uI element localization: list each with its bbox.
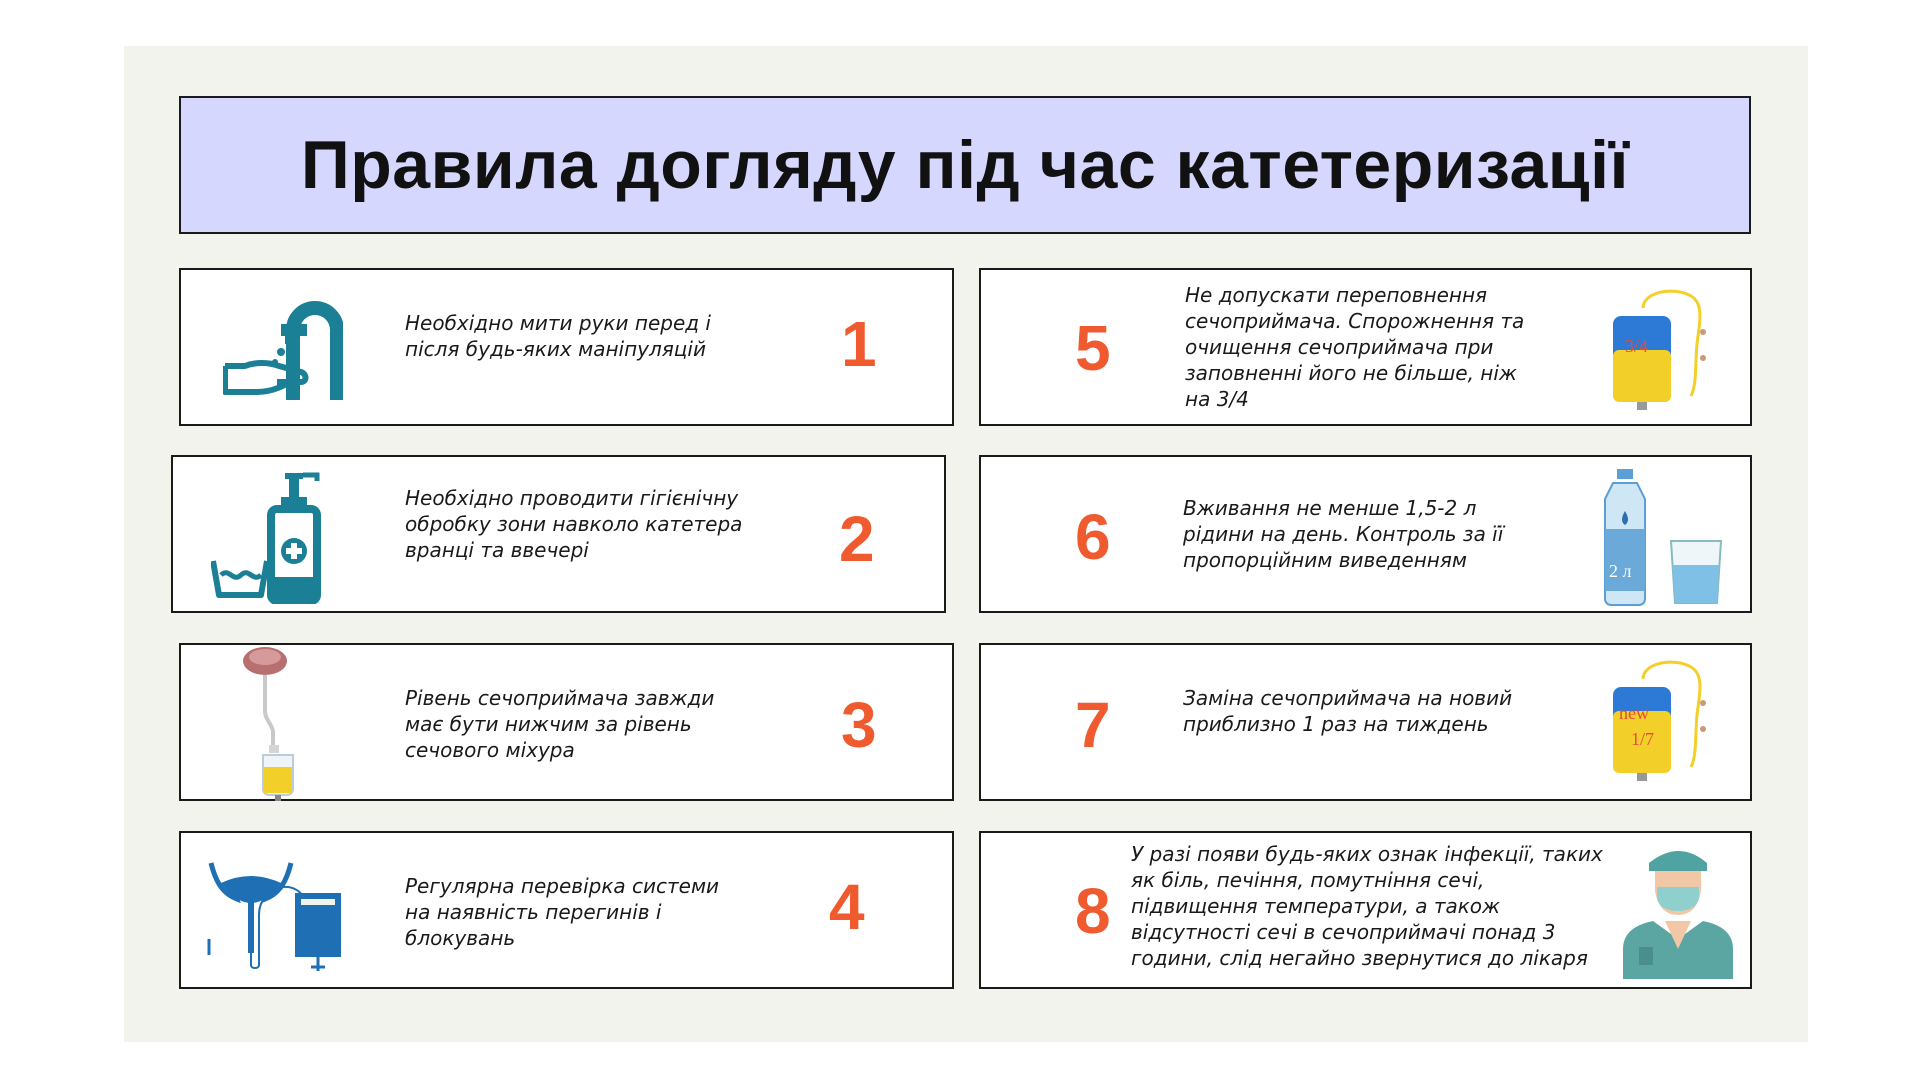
rule-number-3: 3 [841, 689, 877, 761]
rule-text-7: Заміна сечоприймача на новий приблизно 1 раз на тиждень [1183, 686, 1513, 736]
rule-text-4: Регулярна перевірка системи на наявність перегинів і блокувань [405, 874, 720, 950]
new-urine-bag-icon [1611, 653, 1721, 785]
water-bottle-icon [1603, 469, 1729, 607]
rule-number-1: 1 [841, 308, 877, 380]
rule-card-3 [179, 643, 954, 801]
rule-card-2 [171, 455, 946, 613]
doctor-icon [1619, 843, 1737, 979]
rule-text-6: Вживання не менше 1,5-2 л рідини на день. Контроль за її пропорційним виведенням [1183, 496, 1504, 572]
bladder-drainage-icon [241, 645, 311, 801]
catheter-system-icon [207, 853, 347, 973]
rule-number-6: 6 [1075, 501, 1111, 573]
hand-washing-icon [223, 290, 343, 408]
rule-text-1: Необхідно мити руки перед і після будь-яких маніпуляцій [405, 311, 711, 361]
rule-text-5: Не допускати переповнення сечоприймача. Спорожнення та очищення сечоприймача при заповненні його не більше, ніж на 3/4 [1185, 283, 1525, 411]
bag-frequency-label: 1/7 [1631, 729, 1655, 749]
rule-number-4: 4 [829, 871, 865, 943]
rule-text-3: Рівень сечоприймача завжди має бути нижчим за рівень сечового міхура [405, 686, 715, 762]
bag-new-label: new [1619, 703, 1649, 723]
rule-card-5 [979, 268, 1752, 426]
bag-level-label: 3/4 [1625, 336, 1649, 356]
urine-bag-icon [1611, 286, 1721, 414]
bottle-volume-label: 2 л [1609, 561, 1632, 581]
rule-text-8: У разі появи будь-яких ознак інфекції, таких як біль, печіння, помутніння сечі, підвищення температури, а також відсутності сечі в сечоприймачі понад 3 години, слід негайно звернутися до лікаря [1131, 842, 1603, 970]
slide [124, 46, 1808, 1042]
rule-card-7 [979, 643, 1752, 801]
rule-number-2: 2 [839, 503, 875, 575]
rule-text-2: Необхідно проводити гігієнічну обробку зони навколо катетера вранці та ввечері [405, 486, 743, 562]
rule-number-8: 8 [1075, 875, 1111, 947]
page-title: Правила догляду під час катетеризації [300, 127, 1630, 203]
rule-card-4 [179, 831, 954, 989]
rule-card-8 [979, 831, 1752, 989]
rule-card-6 [979, 455, 1752, 613]
rule-number-5: 5 [1075, 312, 1111, 384]
rule-number-7: 7 [1075, 689, 1111, 761]
rule-card-1 [179, 268, 954, 426]
title-banner [179, 96, 1751, 234]
soap-dispenser-icon [211, 469, 341, 604]
